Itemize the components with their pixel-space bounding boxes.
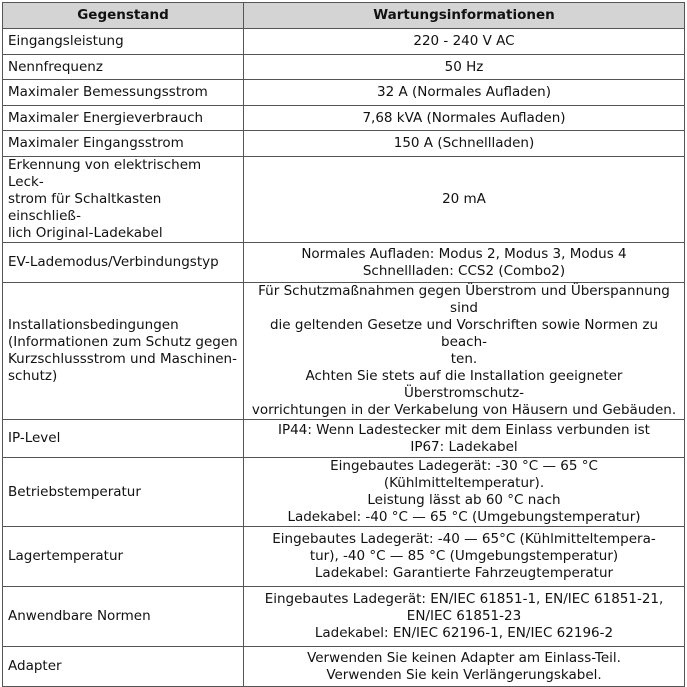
row-value-line: 50 Hz bbox=[444, 58, 484, 75]
row-value-line: Eingebautes Ladegerät: EN/IEC 61851-1, EN/IEC 61851-21, bbox=[264, 591, 664, 607]
table-header-row bbox=[3, 3, 685, 29]
row-label bbox=[3, 420, 244, 458]
row-value-line: EN/IEC 61851-23 bbox=[406, 608, 522, 624]
row-value-line: Schnellladen: CCS2 (Combo2) bbox=[362, 262, 566, 279]
row-value-line: Ladekabel: Garantierte Fahrzeugtemperatur bbox=[314, 565, 614, 581]
row-value-line: Ladekabel: -40 °C — 65 °C (Umgebungstemperatur) bbox=[287, 509, 641, 525]
row-label-line: Kurzschlussstrom und Maschinen- bbox=[8, 351, 237, 367]
row-label-line: IP-Level bbox=[8, 430, 61, 446]
row-value bbox=[244, 587, 685, 647]
row-value-line: Eingebautes Ladegerät: -30 °C — 65 °C (Kühlmitteltemperatur). bbox=[330, 458, 598, 491]
row-value bbox=[244, 458, 685, 527]
row-value-line: 32 A (Normales Aufladen) bbox=[376, 84, 551, 100]
row-value-line: Ladekabel: EN/IEC 62196-1, EN/IEC 62196-2 bbox=[314, 625, 614, 641]
row-value bbox=[244, 243, 685, 283]
table-row bbox=[3, 527, 685, 587]
row-value-line: Verwenden Sie kein Verlängerungskabel. bbox=[326, 666, 602, 683]
row-value-line: IP44: Wenn Ladestecker mit dem Einlass verbunden ist bbox=[278, 421, 650, 438]
row-label-line: Nennfrequenz bbox=[8, 58, 103, 75]
row-label bbox=[3, 106, 244, 131]
column-header-info: Wartungsinformationen bbox=[244, 3, 685, 29]
row-value-line: 20 mA bbox=[442, 191, 486, 207]
row-label bbox=[3, 157, 244, 243]
table-row bbox=[3, 243, 685, 283]
row-value bbox=[244, 55, 685, 80]
row-value bbox=[244, 283, 685, 420]
row-value-line: Für Schutzmaßnahmen gegen Überstrom und Überspannung sind bbox=[258, 283, 670, 316]
row-value-line: 7,68 kVA (Normales Aufladen) bbox=[362, 109, 566, 126]
row-label bbox=[3, 80, 244, 106]
row-label-line: Eingangsleistung bbox=[8, 33, 124, 49]
row-value bbox=[244, 80, 685, 106]
row-label-line: Maximaler Eingangsstrom bbox=[8, 135, 184, 151]
spec-table bbox=[2, 2, 685, 687]
row-label bbox=[3, 283, 244, 420]
row-label-line: Anwendbare Normen bbox=[8, 608, 151, 624]
row-label bbox=[3, 647, 244, 687]
row-label bbox=[3, 527, 244, 587]
table-body bbox=[3, 29, 685, 687]
row-label-line: Betriebstemperatur bbox=[8, 483, 141, 500]
row-value-line: Achten Sie stets auf die Installation geeigneter Überstromschutz- bbox=[305, 368, 623, 401]
row-value bbox=[244, 106, 685, 131]
table-row bbox=[3, 420, 685, 458]
row-label-line: Maximaler Energieverbrauch bbox=[8, 109, 204, 126]
row-label bbox=[3, 131, 244, 157]
row-value-line: die geltenden Gesetze und Vorschriften sowie Normen zu beach- bbox=[269, 317, 659, 350]
row-label bbox=[3, 587, 244, 647]
table-row bbox=[3, 283, 685, 420]
row-value-line: Eingebautes Ladegerät: -40 — 65°C (Kühlmitteltempera- bbox=[272, 531, 656, 547]
row-value bbox=[244, 29, 685, 55]
row-label bbox=[3, 243, 244, 283]
row-label-line: Installationsbedingungen bbox=[8, 317, 179, 333]
table-row bbox=[3, 647, 685, 687]
table-row bbox=[3, 29, 685, 55]
table-row bbox=[3, 131, 685, 157]
row-value-line: 220 - 240 V AC bbox=[413, 33, 515, 49]
row-value-line: ten. bbox=[450, 351, 478, 367]
row-label-line: strom für Schaltkasten einschließ- bbox=[8, 191, 162, 224]
row-label-line: lich Original-Ladekabel bbox=[8, 225, 163, 241]
table-row bbox=[3, 458, 685, 527]
row-value bbox=[244, 647, 685, 687]
row-label-line: Adapter bbox=[8, 658, 62, 674]
row-value-line: 150 A (Schnellladen) bbox=[393, 135, 535, 151]
row-value-line: IP67: Ladekabel bbox=[410, 438, 518, 455]
row-value bbox=[244, 527, 685, 587]
row-value-line: Leistung lässt ab 60 °C nach bbox=[367, 492, 561, 508]
row-value-line: Verwenden Sie keinen Adapter am Einlass-Teil. bbox=[307, 649, 621, 666]
row-value bbox=[244, 131, 685, 157]
table-row bbox=[3, 587, 685, 647]
row-label-line: EV-Lademodus/Verbindungstyp bbox=[8, 254, 219, 270]
row-label-line: Maximaler Bemessungsstrom bbox=[8, 84, 208, 100]
table-row bbox=[3, 106, 685, 131]
row-label bbox=[3, 458, 244, 527]
row-label-line: Lagertemperatur bbox=[8, 548, 124, 564]
row-label bbox=[3, 29, 244, 55]
row-value-line: vorrichtungen in der Verkabelung von Häusern und Gebäuden. bbox=[251, 402, 677, 418]
column-header-item: Gegenstand bbox=[3, 3, 244, 29]
table-row bbox=[3, 157, 685, 243]
row-value-line: Normales Aufladen: Modus 2, Modus 3, Modus 4 bbox=[301, 245, 627, 262]
table-row bbox=[3, 80, 685, 106]
row-value bbox=[244, 157, 685, 243]
row-value bbox=[244, 420, 685, 458]
row-value-line: tur), -40 °C — 85 °C (Umgebungstemperatur) bbox=[309, 548, 619, 564]
table-row bbox=[3, 55, 685, 80]
row-label-line: schutz) bbox=[8, 368, 58, 384]
row-label bbox=[3, 55, 244, 80]
row-label-line: Erkennung von elektrischem Leck- bbox=[8, 157, 202, 190]
row-label-line: (Informationen zum Schutz gegen bbox=[8, 334, 238, 350]
